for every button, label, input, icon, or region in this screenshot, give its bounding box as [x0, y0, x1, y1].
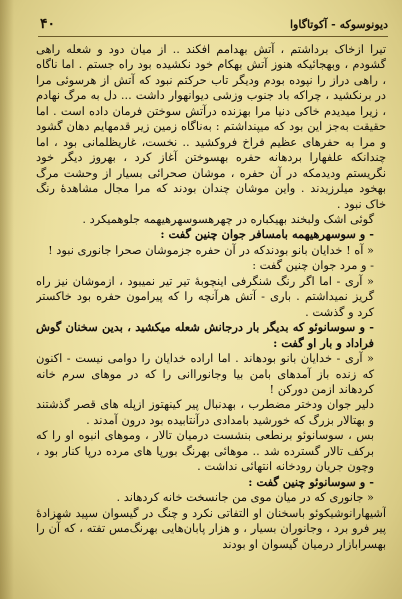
paragraph: « آری - خدایان بانو بودهاند . اما اراده خدایان را دوامی نیست - اکنون که زنده باز آمدهای بامن بیا وجانوراانی را که در موهای سرم خانه کردهاند ازمن دورکن !	[36, 351, 374, 396]
page-header	[40, 14, 388, 34]
header-rule	[38, 36, 388, 37]
paragraph: آشیهارانوشیکوئو باسخنان او التفاتی نکرد و چنگ در گیسوان سپید شهزادهٔ پیر فرو برد ، وجانوران بسیار ، و هزار پابان‌هایی بهرنگ‌مس تفته ، که آن را بهسرابازار درمیان گیسوان او بودند	[36, 505, 386, 551]
paragraph: بس ، سوسانوئو برنطعی بنشست درمیان تالار ، وموهای انبوه او را که برکف تالار گسترده شد .. موهائی بهرنگ بورپا های مرده درپا کنار بود ، وچون جریان رودخانه انتهائی نداشت .	[36, 428, 374, 474]
paragraph: « آه ! خدایان بانو بودندکه در آن حفره جزموشان صحرا جانوری نبود !	[48, 242, 374, 257]
page-edge-shadow	[0, 0, 14, 599]
paragraph: تیرا ازخاک برداشتم ، آتش بهدامم افکند .. از میان دود و شعله راهی گشودم ، وبهجائیکه هنوز آتش بهکام خود نکشیده بود راه جستم . اما ناگاه ، راهی دراز را نپوده بودم ودیگر تاب حرکتم نبود که آتش از هرسوئی مرا در برنکشید ، چراکه باد جنوب وزشی دیوانهوار داشت ... دل به مرگ نهادم ، زیرا میدیدم خاکی دنیا مرا بهزنده درآتش سوختن فرمان داده است . اما حقیقت به‌جز این بود که میپنداشتم : به‌ناگاه زمین زیر قدمهایم دهان گشود و مرا به حفرهای عظیم فراخ فروکشید .. نخست، غاریظلمانی بود ، اما چندانکه علفهارا بردهانه حفره بهسوختن آغاز کرد ، بهروز دیگر خود نگریستم ودیدمکه در آن حفره ، موشان صحرائی بسیار از وحشت مرگ بهخود میلرزیدند . واین موشان چندان بودند که مرا مجال مشاهدهٔ رنگ خاک نبود .	[36, 42, 386, 211]
paragraph: - و سوسانوئو که بدیگر بار درجانش شعله میکشید ، بدین سخنان گوش فراداد و بار او گفت :	[36, 320, 374, 350]
page-number: ۴۰	[40, 16, 56, 32]
paragraph: - و مرد جوان چنین گفت :	[252, 258, 374, 273]
paragraph: « جانوری که در میان موی من جانسخت خانه کردهاند .	[116, 490, 374, 505]
running-title: دیونوسوکه - آکوتاگاوا	[290, 17, 388, 31]
paragraph: گوئی اشک ولبخند بهیکباره در چهرهسوسهرهیهمه جلوهمیکرد .	[82, 211, 374, 226]
paragraph: - و سوسانوئو چنین گفت :	[248, 474, 374, 489]
paragraph: دلیر جوان ودختر مضطرب ، بهدنبال پیر کینهتوز ازپله های قصر گذشتند و بهتالار بزرگ که خورشید بامدادی درآنتابیده بود درون آمدند .	[36, 397, 374, 427]
body-text	[36, 42, 386, 590]
paragraph: - و سوسهرهیهمه بامسافر جوان چنین گفت :	[160, 227, 374, 242]
paragraph: « آری - اما اگر رنگ شنگرفی اینچوبهٔ تیر تیر نمیبود ، ازموشان نیز راه گریز نمیداشتم . باری - آتش هرآنچه را که پیرامون حفره بود خاکستر کرد و گذشت .	[36, 273, 374, 319]
